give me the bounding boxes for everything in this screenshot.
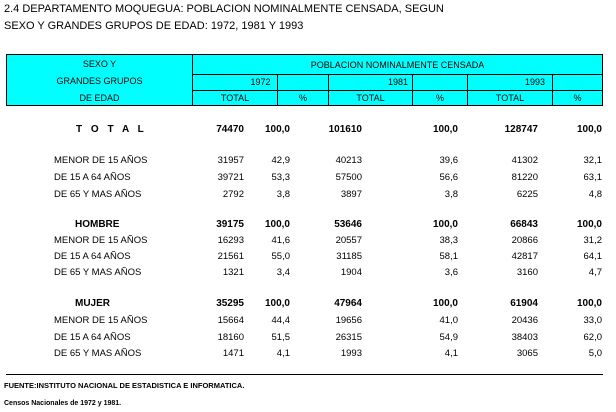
table-row xyxy=(0,189,616,203)
total-cell: 66843 xyxy=(510,219,538,230)
total-cell: 20436 xyxy=(511,315,538,326)
total-cell: 38403 xyxy=(511,332,538,343)
percent-cell: 39,6 xyxy=(439,155,458,166)
total-cell: 20557 xyxy=(335,235,362,246)
total-cell: 3065 xyxy=(516,348,538,359)
header-total-1993: TOTAL xyxy=(495,93,525,103)
table-row xyxy=(0,251,616,265)
table-row xyxy=(0,332,616,346)
total-cell: 1993 xyxy=(340,348,362,359)
total-cell: 101610 xyxy=(328,124,362,135)
percent-cell: 4,7 xyxy=(588,267,602,278)
percent-cell: 62,0 xyxy=(583,332,602,343)
census-note: Censos Nacionales de 1972 y 1981. xyxy=(4,400,122,407)
total-cell: 61904 xyxy=(510,298,538,309)
percent-cell: 44,4 xyxy=(271,315,290,326)
table-row xyxy=(0,172,616,186)
percent-cell: 54,9 xyxy=(439,332,458,343)
percent-cell: 3,8 xyxy=(444,189,458,200)
header-year-1972: 1972 xyxy=(250,77,271,87)
percent-cell: 56,6 xyxy=(439,172,458,183)
percent-cell: 55,0 xyxy=(271,251,290,262)
header-sex-line-2: GRANDES GRUPOS xyxy=(56,76,143,86)
total-cell: 81220 xyxy=(511,172,538,183)
total-cell: 1321 xyxy=(222,267,244,278)
table-group-row xyxy=(0,124,616,138)
total-cell: 18160 xyxy=(217,332,244,343)
percent-cell: 100,0 xyxy=(432,124,458,135)
table-row xyxy=(0,348,616,362)
percent-cell: 4,1 xyxy=(276,348,290,359)
row-label: T O T A L xyxy=(76,124,147,135)
percent-cell: 3,8 xyxy=(276,189,290,200)
header-year-1981: 1981 xyxy=(387,77,409,87)
header-sex-line-3: DE EDAD xyxy=(79,93,120,103)
total-cell: 3897 xyxy=(340,189,362,200)
row-label: DE 65 Y MAS AÑOS xyxy=(54,267,142,278)
total-cell: 1904 xyxy=(340,267,362,278)
percent-cell: 38,3 xyxy=(439,235,458,246)
percent-cell: 51,5 xyxy=(271,332,290,343)
percent-cell: 41,6 xyxy=(271,235,290,246)
table-bottom-rule xyxy=(6,374,603,375)
table-row xyxy=(0,155,616,169)
total-cell: 2792 xyxy=(222,189,244,200)
percent-cell: 31,2 xyxy=(583,235,602,246)
percent-cell: 100,0 xyxy=(264,298,290,309)
total-cell: 20866 xyxy=(511,235,538,246)
total-cell: 19656 xyxy=(335,315,362,326)
percent-cell: 4,1 xyxy=(444,348,458,359)
total-cell: 39175 xyxy=(216,219,244,230)
header-group-title: POBLACION NOMINALMENTE CENSADA xyxy=(310,60,485,70)
total-cell: 53646 xyxy=(334,219,362,230)
total-cell: 6225 xyxy=(516,189,538,200)
total-cell: 31185 xyxy=(336,251,362,262)
percent-cell: 100,0 xyxy=(576,124,602,135)
percent-cell: 100,0 xyxy=(432,219,458,230)
percent-cell: 42,9 xyxy=(271,155,290,166)
table-row xyxy=(0,267,616,281)
header-total-1981: TOTAL xyxy=(356,93,385,103)
row-label: DE 15 A 64 AÑOS xyxy=(54,332,131,343)
total-cell: 47964 xyxy=(334,298,362,309)
row-label: MENOR DE 15 AÑOS xyxy=(54,315,148,326)
total-cell: 3160 xyxy=(516,267,538,278)
percent-cell: 53,3 xyxy=(271,172,290,183)
total-cell: 74470 xyxy=(216,124,244,135)
percent-cell: 41,0 xyxy=(439,315,458,326)
header-pct-1981: % xyxy=(435,93,444,103)
source-note: FUENTE:INSTITUTO NACIONAL DE ESTADISTICA E INFORMATICA. xyxy=(4,381,245,390)
row-label: HOMBRE xyxy=(75,219,120,230)
row-label: MENOR DE 15 AÑOS xyxy=(54,235,148,246)
percent-cell: 64,1 xyxy=(583,251,602,262)
percent-cell: 4,8 xyxy=(588,189,602,200)
header-divider xyxy=(192,90,602,91)
table-row xyxy=(0,235,616,249)
table-title-line-2: SEXO Y GRANDES GRUPOS DE EDAD: 1972, 1981 Y 1993 xyxy=(4,20,304,32)
total-cell: 35295 xyxy=(216,298,244,309)
header-divider xyxy=(192,74,602,75)
percent-cell: 3,4 xyxy=(276,267,290,278)
percent-cell: 3,6 xyxy=(444,267,458,278)
total-cell: 42817 xyxy=(511,251,538,262)
row-label: DE 65 Y MAS AÑOS xyxy=(54,189,142,200)
percent-cell: 5,0 xyxy=(588,348,602,359)
total-cell: 15664 xyxy=(217,315,244,326)
header-pct-1972: % xyxy=(298,93,307,103)
header-year-1993: 1993 xyxy=(524,77,546,87)
total-cell: 31957 xyxy=(217,155,244,166)
percent-cell: 58,1 xyxy=(439,251,458,262)
row-label: MENOR DE 15 AÑOS xyxy=(54,155,148,166)
row-label: DE 15 A 64 AÑOS xyxy=(54,172,131,183)
percent-cell: 63,1 xyxy=(583,172,602,183)
table-row xyxy=(0,315,616,329)
total-cell: 1471 xyxy=(222,348,244,359)
total-cell: 16293 xyxy=(217,235,244,246)
table-group-row xyxy=(0,298,616,312)
percent-cell: 100,0 xyxy=(432,298,458,309)
percent-cell: 32,1 xyxy=(583,155,602,166)
total-cell: 57500 xyxy=(335,172,362,183)
total-cell: 128747 xyxy=(504,124,538,135)
percent-cell: 100,0 xyxy=(264,124,290,135)
row-label: MUJER xyxy=(75,298,111,309)
table-header xyxy=(6,54,603,106)
percent-cell: 100,0 xyxy=(576,298,602,309)
percent-cell: 33,0 xyxy=(583,315,602,326)
header-total-1972: TOTAL xyxy=(220,93,250,103)
header-pct-1993: % xyxy=(573,93,582,103)
total-cell: 40213 xyxy=(335,155,362,166)
table-title-line-1: 2.4 DEPARTAMENTO MOQUEGUA: POBLACION NOMINALMENTE CENSADA, SEGUN xyxy=(4,3,444,15)
total-cell: 21561 xyxy=(217,251,244,262)
table-group-row xyxy=(0,219,616,233)
total-cell: 41302 xyxy=(511,155,538,166)
total-cell: 39721 xyxy=(217,172,244,183)
header-sex-line-1: SEXO Y xyxy=(82,59,117,69)
row-label: DE 65 Y MAS AÑOS xyxy=(54,348,142,359)
total-cell: 26315 xyxy=(335,332,362,343)
percent-cell: 100,0 xyxy=(576,219,602,230)
row-label: DE 15 A 64 AÑOS xyxy=(54,251,131,262)
percent-cell: 100,0 xyxy=(264,219,290,230)
